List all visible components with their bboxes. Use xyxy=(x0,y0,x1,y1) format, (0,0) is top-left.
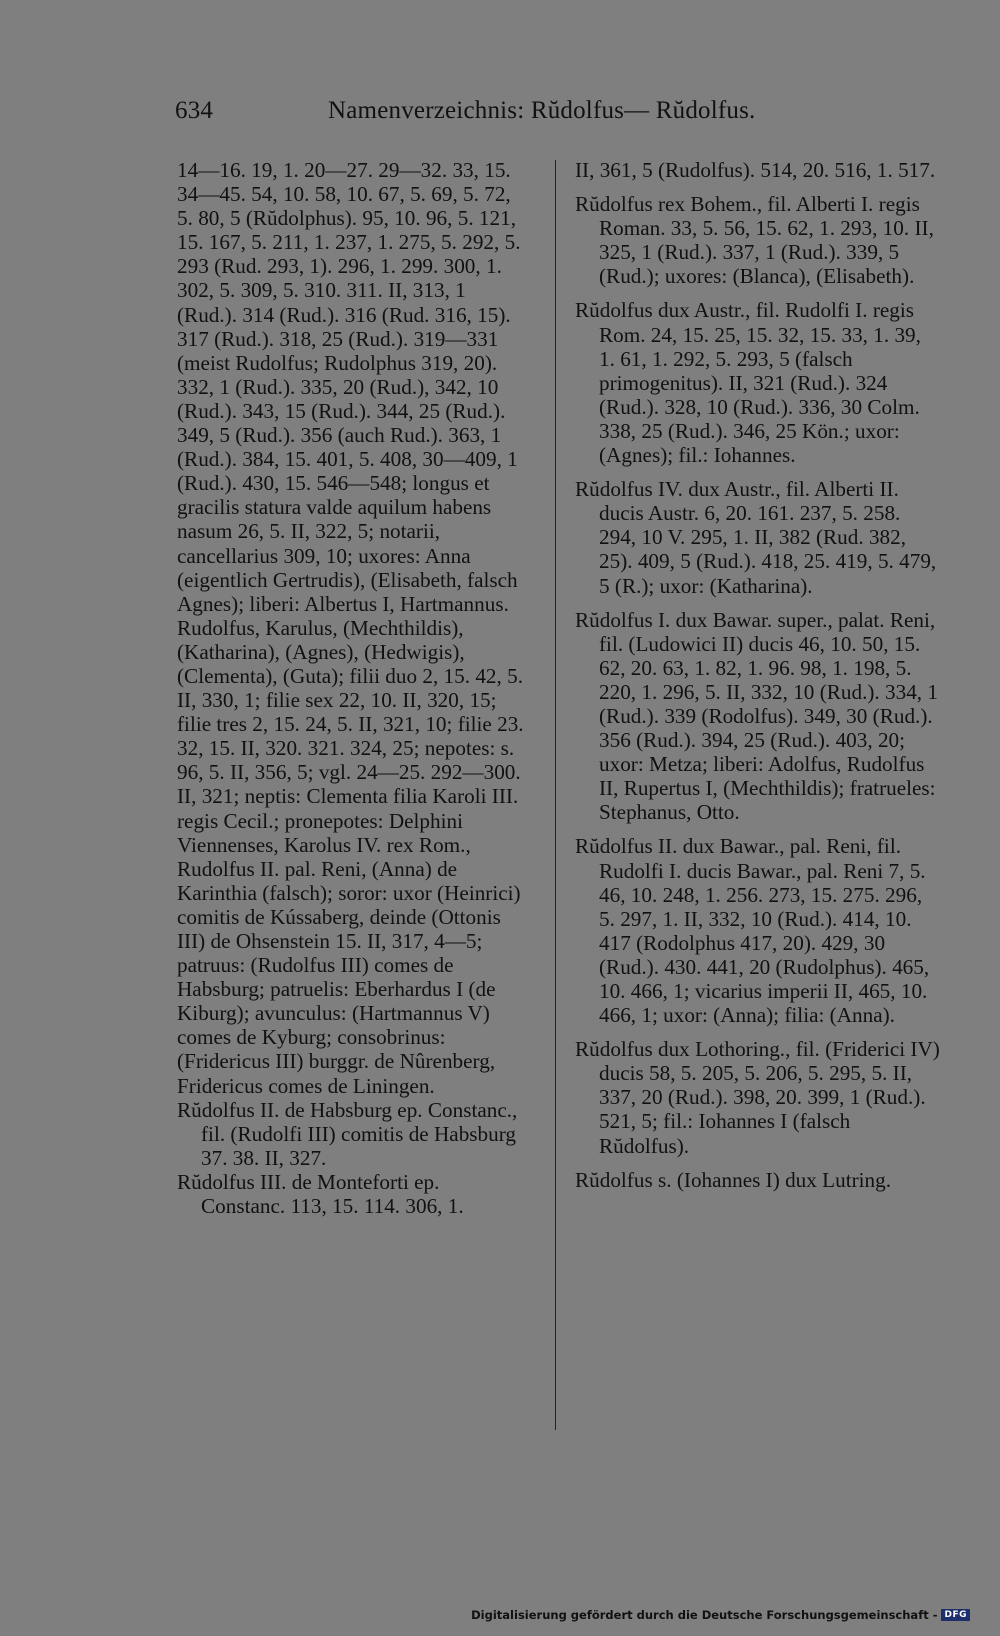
index-entry: Rŭdolfus I. dux Bawar. super., palat. Reni, fil. (Ludowici II) ducis 46, 10. 50, 15. 62, 20. 63, 1. 82, 1. 96. 98, 1. 198, 5. 220, 1. 296, 5. II, 332, 10 (Rud.). 334, 1 (Rud.). 339 (Rodolfus). 349, 30 (Rud.). 356 (Rud.). 394, 25 (Rud.). 403, 20; uxor: Metza; liberi: Adolfus, Rudolfus II, Rupertus I, (Mechthildis); fratrueles: Stephanus, Otto. xyxy=(575,607,938,825)
index-entry: Rŭdolfus rex Bohem., fil. Alberti I. regis Roman. 33, 5. 56, 15. 62, 1. 293, 10. II, 325, 1 (Rud.). 337, 1 (Rud.). 339, 5 (Rud.); uxores: (Blanca), (Elisabeth). xyxy=(575,192,934,289)
index-entry-continuation: 14—16. 19, 1. 20—27. 29—32. 33, 15. 34—45. 54, 10. 58, 10. 67, 5. 69, 5. 72, 5. 80, 5 (Rŭdolphus). 95, 10. 96, 5. 121, 15. 167, 5. 211, 1. 237, 1. 275, 5. 292, 5. 293 (Rud. 293, 1). 296, 1. 299. 300, 1. 302, 5. 309, 5. 310. 311. II, 313, 1 (Rud.). 314 (Rud.). 316 (Rud. 316, 15). 317 (Rud.). 318, 25 (Rud.). 319—331 (meist Rudolfus; Rudolphus 319, 20). 332, 1 (Rud.). 335, 20 (Rud.), 342, 10 (Rud.). 343, 15 (Rud.). 344, 25 (Rud.). 349, 5 (Rud.). 356 (auch Rud.). 363, 1 (Rud.). 384, 15. 401, 5. 408, 30—409, 1 (Rud.). 430, 15. 546—548; longus et gracilis statura valde aquilum habens nasum 26, 5. II, 322, 5; notarii, cancellarius 309, 10; uxores: Anna (eigentlich Gertrudis), (Elisabeth, falsch Agnes); liberi: Albertus I, Hartmannus. Rudolfus, Karulus, (Mechthildis), (Katharina), (Agnes), (Hedwigis), (Clementa), (Guta); filii duo 2, 15. 42, 5. II, 330, 1; filie sex 22, 10. II, 320, 15; filie tres 2, 15. 24, 5. II, 321, 10; filie 23. 32, 15. II, 320. 321. 324, 25; nepotes: s. 96, 5. II, 356, 5; vgl. 24—25. 292—300. II, 321; neptis: Clementa filia Karoli III. regis Cecil.; pronepotes: Delphini Viennenses, Karolus IV. rex Rom., Rudolfus II. pal. Reni, (Anna) de Karinthia (falsch); soror: uxor (Heinrici) comitis de Kússaberg, deinde (Ottonis III) de Ohsenstein 15. II, 317, 4—5; patruus: (Rudolfus III) comes de Habsburg; patruelis: Eberhardus I (de Kiburg); avunculus: (Hartmannus V) comes de Kyburg; consobrinus: (Fridericus III) burggr. de Nûrenberg, Fridericus comes de Liningen. xyxy=(177,158,524,1098)
right-column xyxy=(575,158,941,1202)
running-title: Namenverzeichnis: Rŭdolfus— Rŭdolfus. xyxy=(328,97,756,124)
index-entry: Rŭdolfus dux Austr., fil. Rudolfi I. regis Rom. 24, 15. 25, 15. 32, 15. 33, 1. 39, 1. 61, 1. 292, 5. 293, 5 (falsch primogenitus). II, 321 (Rud.). 324 (Rud.). 328, 10 (Rud.). 336, 30 Colm. 338, 25 (Rud.). 346, 25 Kön.; uxor: (Agnes); fil.: Iohannes. xyxy=(575,298,921,468)
index-entry: Rŭdolfus II. dux Bawar., pal. Reni, fil. Rudolfi I. ducis Bawar., pal. Reni 7, 5. 46, 10. 248, 1. 256. 273, 15. 275. 296, 5. 297, 1. II, 332, 10 (Rud.). 414, 10. 417 (Rodolphus 417, 20). 429, 30 (Rud.). 430. 441, 20 (Rudolphus). 465, 10. 466, 1; vicarius imperii II, 465, 10. 466, 1; uxor: (Anna); filia: (Anna). xyxy=(575,834,930,1028)
credit-text: Digitalisierung gefördert durch die Deutsche Forschungsgemeinschaft - xyxy=(471,1608,938,1622)
index-entry: Rŭdolfus III. de Monteforti ep. Constanc. 113, 15. 114. 306, 1. xyxy=(177,1169,464,1219)
digitization-credit xyxy=(471,1608,970,1622)
column-divider xyxy=(555,160,556,1430)
left-column xyxy=(177,158,524,1218)
index-entry: Rŭdolfus dux Lothoring., fil. (Friderici IV) ducis 58, 5. 205, 5. 206, 5. 295, 5. II, 337, 20 (Rud.). 398, 20. 399, 1 (Rud.). 521, 5; fil.: Iohannes I (falsch Rŭdolfus). xyxy=(575,1037,940,1158)
index-entry-continuation: II, 361, 5 (Rudolfus). 514, 20. 516, 1. 517. xyxy=(575,158,936,182)
index-entry: Rŭdolfus II. de Habsburg ep. Constanc., fil. (Rudolfi III) comitis de Habsburg 37. 38. II, 327. xyxy=(177,1097,518,1170)
dfg-logo: DFG xyxy=(941,1609,970,1621)
page-number: 634 xyxy=(175,97,214,124)
index-entry: Rŭdolfus IV. dux Austr., fil. Alberti II. ducis Austr. 6, 20. 161. 237, 5. 258. 294, 10 V. 295, 1. II, 382 (Rud. 382, 25). 409, 5 (Rud.). 418, 25. 419, 5. 479, 5 (R.); uxor: (Katharina). xyxy=(575,477,937,598)
index-entry: Rŭdolfus s. (Iohannes I) dux Lutring. xyxy=(575,1167,892,1192)
